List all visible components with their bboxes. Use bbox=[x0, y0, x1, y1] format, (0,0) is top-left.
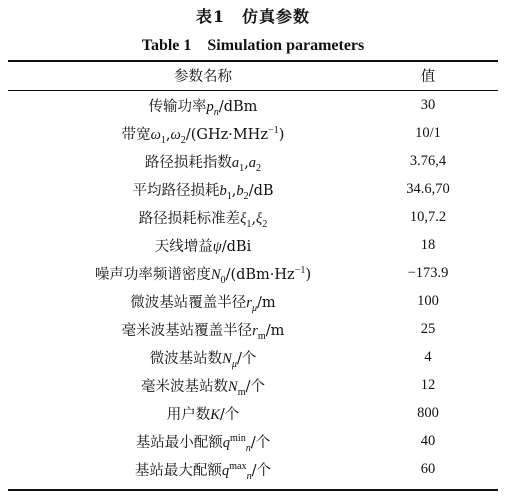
param-name: 毫米波基站覆盖半径$r_m/m$ bbox=[121, 322, 285, 342]
table-row bbox=[8, 315, 498, 343]
header-param-name: 参数名称 bbox=[174, 68, 232, 85]
param-name: 路径损耗标准差$\xi_1,\xi_2$ bbox=[138, 210, 268, 230]
param-value: 18 bbox=[420, 236, 436, 253]
table-row bbox=[8, 147, 498, 175]
table-bottom-rule bbox=[8, 489, 498, 491]
param-value: 34.6,70 bbox=[406, 180, 450, 197]
param-name: 基站最小配额$q^{min}_n/$个 bbox=[135, 432, 271, 454]
table-row bbox=[8, 259, 498, 287]
param-value: −173.9 bbox=[407, 264, 449, 281]
param-name: 基站最大配额$q^{max}_n/$个 bbox=[134, 460, 272, 482]
param-name: 用户数K/个 bbox=[166, 406, 240, 423]
param-name: 平均路径损耗$b_1,b_2/dB$ bbox=[132, 182, 274, 202]
param-value: 12 bbox=[420, 376, 436, 393]
param-value: 100 bbox=[417, 292, 439, 309]
table-title-en: Table 1 Simulation parameters bbox=[141, 37, 365, 54]
param-value: 3.76,4 bbox=[409, 152, 447, 169]
param-name: 噪声功率频谱密度$N_0/(dBm\cdot Hz^{-1})$ bbox=[94, 264, 312, 286]
table-row bbox=[8, 399, 498, 427]
table-row bbox=[8, 175, 498, 203]
param-value: 60 bbox=[420, 460, 436, 477]
param-value: 40 bbox=[420, 432, 436, 449]
param-value: 4 bbox=[424, 348, 432, 365]
param-value: 800 bbox=[417, 404, 439, 421]
table-row bbox=[8, 427, 498, 455]
table-row bbox=[8, 231, 498, 259]
param-name: 路径损耗指数$a_1,a_2$ bbox=[144, 154, 262, 174]
table-title-cn: 表1 仿真参数 bbox=[195, 7, 311, 26]
param-name: 微波基站数$N_\mu/$个 bbox=[149, 350, 257, 370]
param-name: 微波基站覆盖半径$r_\mu/m$ bbox=[130, 294, 276, 314]
param-name: 天线增益ψ/dBi bbox=[154, 238, 252, 255]
table-row bbox=[8, 119, 498, 147]
param-value: 10/1 bbox=[415, 124, 441, 141]
table-row bbox=[8, 371, 498, 399]
table-row bbox=[8, 203, 498, 231]
table-row bbox=[8, 287, 498, 315]
header-value: 值 bbox=[420, 68, 436, 85]
param-value: 30 bbox=[420, 96, 436, 113]
table-row bbox=[8, 91, 498, 119]
param-value: 10,7.2 bbox=[409, 208, 447, 225]
table-header-row bbox=[8, 61, 498, 89]
param-name: 传输功率$p_n$/dBm bbox=[148, 98, 258, 118]
param-name: 毫米波基站数$N_m/$个 bbox=[141, 378, 265, 398]
param-value: 25 bbox=[420, 320, 436, 337]
param-name: 带宽$\omega_1,\omega_2/(GHz\cdot MHz^{-1})$ bbox=[121, 124, 285, 146]
table-row bbox=[8, 455, 498, 483]
table-row bbox=[8, 343, 498, 371]
